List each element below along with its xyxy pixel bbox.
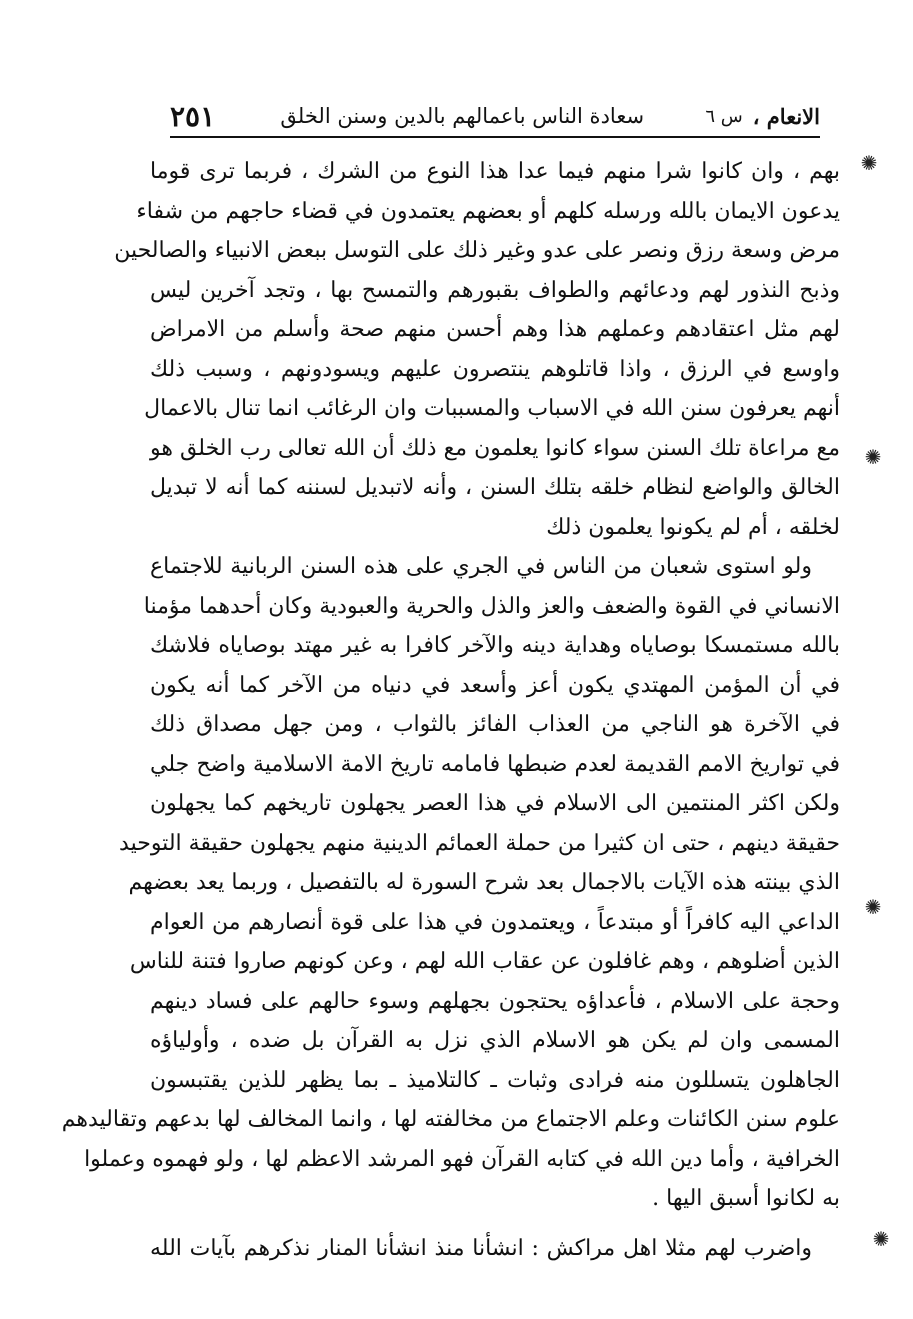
text-line: الذي بينته هذه الآيات بالاجمال بعد شرح السورة له بالتفصيل ، وربما يعد بعضهم bbox=[128, 870, 840, 895]
text-line: مرض وسعة رزق ونصر على عدو وغير ذلك على التوسل ببعض الانبياء والصالحين bbox=[114, 238, 840, 263]
text-line: الجاهلون يتسللون منه فرادى وثبات ـ كالتلاميذ ـ بما يظهر للذين يقتبسون bbox=[150, 1067, 840, 1093]
paragraph-1 bbox=[114, 152, 840, 547]
body-text bbox=[61, 152, 840, 1268]
text-line: الداعي اليه كافراً أو مبتدعاً ، ويعتمدون في هذا على قوة أنصارهم من العوام bbox=[150, 909, 840, 935]
header-surah: الانعام ، bbox=[752, 103, 820, 129]
text-line: به لكانوا أسبق اليها . bbox=[652, 1186, 840, 1211]
text-line: المسمى وان لم يكن هو الاسلام الذي نزل به القرآن بل ضده ، وأولياؤه bbox=[150, 1028, 840, 1053]
star-ornament-icon: ✺ bbox=[860, 151, 878, 175]
star-ornament-icon: ✺ bbox=[864, 445, 882, 469]
text-line: الخرافية ، وأما دين الله في كتابه القرآن فهو المرشد الاعظم لها ، ولو فهموه وعملوا bbox=[84, 1146, 840, 1172]
text-line: أنهم يعرفون سنن الله في الاسباب والمسببات وان الرغائب انما تنال بالاعمال bbox=[144, 396, 840, 421]
text-line: واضرب لهم مثلا اهل مراكش : انشأنا منذ انشأنا المنار نذكرهم بآيات الله bbox=[150, 1235, 812, 1261]
text-line: ولكن اكثر المنتمين الى الاسلام في هذا العصر يجهلون تاريخهم كما يجهلون bbox=[150, 791, 840, 816]
text-line: وذبح النذور لهم ودعائهم والطواف بقبورهم والتمسح بها ، وتجد آخرين ليس bbox=[150, 277, 840, 303]
header-rule bbox=[170, 136, 820, 138]
header-title: سعادة الناس باعمالهم بالدين وسنن الخلق bbox=[280, 104, 645, 128]
running-header bbox=[170, 94, 820, 138]
text-line: الذين أضلوهم ، وهم غافلون عن عقاب الله لهم ، وعن كونهم صاروا فتنة للناس bbox=[129, 949, 840, 974]
paragraph-3 bbox=[150, 1229, 840, 1269]
text-line: علوم سنن الكائنات وعلم الاجتماع من مخالفته لها ، وانما المخالف لها بدعهم وتقاليدهم bbox=[61, 1107, 840, 1132]
text-line: وحجة على الاسلام ، فأعداؤه يحتجون بجهلهم وسوء حالهم على فساد دينهم bbox=[150, 988, 840, 1014]
page-number: ٢٥١ bbox=[170, 99, 216, 133]
text-line: حقيقة دينهم ، حتى ان كثيرا من حملة العمائم الدينية منهم يجهلون حقيقة التوحيد bbox=[119, 830, 840, 856]
text-line: يدعون الايمان بالله ورسله كلهم أو بعضهم يعتمدون في قضاء حاجهم من شفاء bbox=[136, 198, 840, 224]
star-ornament-icon: ✺ bbox=[864, 895, 882, 919]
text-line: بالله مستمسكا بوصاياه وهداية دينه والآخر كافرا به غير مهتد بوصاياه فلاشك bbox=[150, 633, 840, 658]
text-line: واوسع في الرزق ، واذا قاتلوهم ينتصرون عليهم ويسودونهم ، وسبب ذلك bbox=[150, 356, 840, 382]
text-line: الخالق والواضع لنظام خلقه بتلك السنن ، وأنه لاتبديل لسننه كما أنه لا تبديل bbox=[150, 475, 840, 500]
star-ornament-icon: ✺ bbox=[872, 1227, 890, 1251]
text-line: لخلقه ، أم لم يكونوا يعلمون ذلك bbox=[546, 514, 840, 540]
text-line: مع مراعاة تلك السنن سواء كانوا يعلمون مع ذلك أن الله تعالى رب الخلق هو bbox=[150, 435, 840, 461]
paragraph-2 bbox=[61, 547, 840, 1219]
text-line: في تواريخ الامم القديمة لعدم ضبطها فامامه تاريخ الامة الاسلامية واضح جلي bbox=[150, 751, 840, 777]
text-line: في الآخرة هو الناجي من العذاب الفائز بالثواب ، ومن جهل مصداق ذلك bbox=[150, 712, 840, 737]
text-line: في أن المؤمن المهتدي يكون أعز وأسعد في دنياه من الآخر كما أنه يكون bbox=[150, 672, 840, 698]
text-line: لهم مثل اعتقادهم وعملهم هذا وهم أحسن منهم صحة وأسلم من الامراض bbox=[150, 317, 840, 342]
text-line: الانساني في القوة والضعف والعز والذل والحرية والعبودية وكان أحدهما مؤمنا bbox=[143, 593, 840, 619]
header-section: س ٦ bbox=[705, 105, 743, 127]
text-line: ولو استوى شعبان من الناس في الجري على هذه السنن الربانية للاجتماع bbox=[150, 554, 812, 579]
text-line: بهم ، وان كانوا شرا منهم فيما عدا هذا النوع من الشرك ، فربما ترى قوما bbox=[150, 159, 840, 184]
